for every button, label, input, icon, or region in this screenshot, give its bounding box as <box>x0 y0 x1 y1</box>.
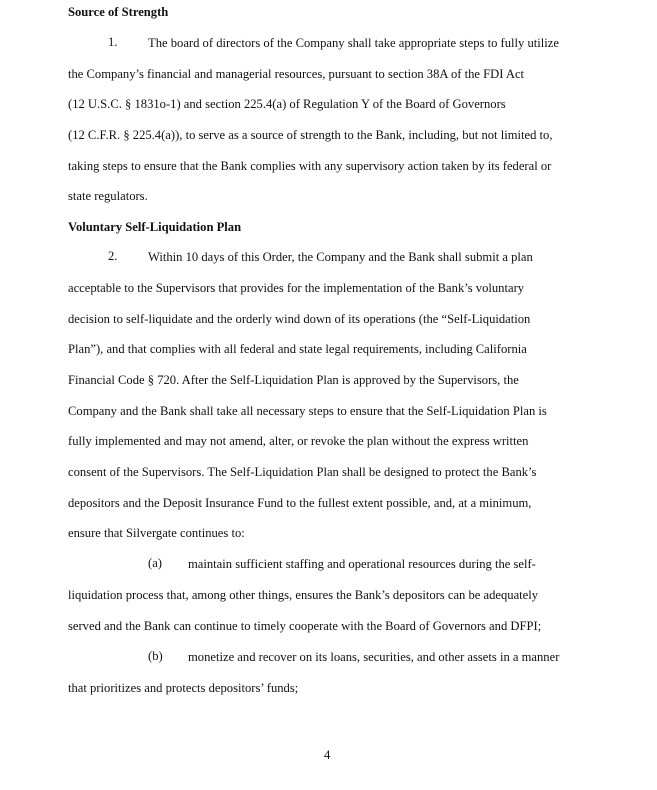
paragraph-line: fully implemented and may not amend, alter, or revoke the plan without the express written <box>68 434 529 448</box>
paragraph-line: depositors and the Deposit Insurance Fund to the fullest extent possible, and, at a minimum, <box>68 496 532 510</box>
paragraph-line: ensure that Silvergate continues to: <box>68 526 245 540</box>
item-number-2: 2. <box>108 249 118 263</box>
paragraph-line: the Company’s financial and managerial resources, pursuant to section 38A of the FDI Act <box>68 67 525 81</box>
paragraph-line: The board of directors of the Company shall take appropriate steps to fully utilize <box>148 36 559 50</box>
item-number-1: 1. <box>108 35 118 49</box>
paragraph-line: Within 10 days of this Order, the Company and the Bank shall submit a plan <box>148 250 533 264</box>
subitem-label-b: (b) <box>148 649 163 663</box>
section-heading-self-liquidation: Voluntary Self-Liquidation Plan <box>68 220 242 234</box>
subitem-line: served and the Bank can continue to timely cooperate with the Board of Governors and DFPI; <box>68 619 542 633</box>
paragraph-line: acceptable to the Supervisors that provides for the implementation of the Bank’s voluntary <box>68 281 525 295</box>
subitem-line: liquidation process that, among other things, ensures the Bank’s depositors can be adequately <box>68 588 539 602</box>
paragraph-line: Company and the Bank shall take all necessary steps to ensure that the Self-Liquidation Plan is <box>68 404 547 418</box>
page-number: 4 <box>324 748 331 762</box>
paragraph-line: consent of the Supervisors. The Self-Liquidation Plan shall be designed to protect the Bank’s <box>68 465 537 479</box>
section-heading-source-of-strength: Source of Strength <box>68 5 169 19</box>
paragraph-line: (12 U.S.C. § 1831o-1) and section 225.4(a) of Regulation Y of the Board of Governors <box>68 97 506 111</box>
paragraph-line: taking steps to ensure that the Bank complies with any supervisory action taken by its federal or <box>68 159 552 173</box>
subitem-line: monetize and recover on its loans, securities, and other assets in a manner <box>188 650 560 664</box>
paragraph-line: state regulators. <box>68 189 148 203</box>
paragraph-line: Plan”), and that complies with all federal and state legal requirements, including California <box>68 342 527 356</box>
subitem-line: that prioritizes and protects depositors’ funds; <box>68 681 299 695</box>
paragraph-line: (12 C.F.R. § 225.4(a)), to serve as a source of strength to the Bank, including, but not limited to, <box>68 128 553 142</box>
paragraph-line: Financial Code § 720. After the Self-Liquidation Plan is approved by the Supervisors, the <box>68 373 519 387</box>
subitem-line: maintain sufficient staffing and operational resources during the self- <box>188 557 536 571</box>
paragraph-line: decision to self-liquidate and the orderly wind down of its operations (the “Self-Liquidation <box>68 312 531 326</box>
subitem-label-a: (a) <box>148 556 162 570</box>
